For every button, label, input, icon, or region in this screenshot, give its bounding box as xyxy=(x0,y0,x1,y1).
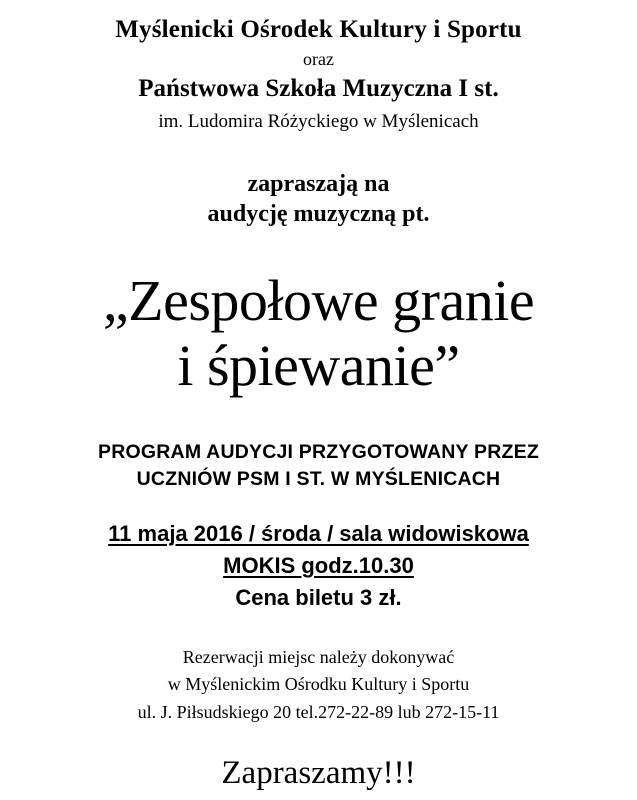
program-description xyxy=(98,439,539,492)
event-title xyxy=(103,269,534,399)
program-line-1: PROGRAM AUDYCJI PRZYGOTOWANY PRZEZ xyxy=(98,441,539,464)
event-date-venue: 11 maja 2016 / środa / sala widowiskowa xyxy=(108,520,529,546)
organizer-patron: im. Ludomira Różyckiego w Myślenicach xyxy=(158,110,479,132)
organizer-main: Myślenicki Ośrodek Kultury i Sportu xyxy=(115,16,522,43)
closing-invitation: Zapraszamy!!! xyxy=(221,755,416,792)
reservation-line-2: w Myślenickim Ośrodku Kultury i Sportu xyxy=(167,674,470,695)
event-details xyxy=(108,518,529,614)
program-line-2: UCZNIÓW PSM I ST. W MYŚLENICACH xyxy=(136,467,501,490)
organizer-second: Państwowa Szkoła Muzyczna I st. xyxy=(138,74,499,102)
invitation-line-1: zapraszają na xyxy=(247,171,390,198)
organizer-conjunction: oraz xyxy=(303,49,334,69)
event-place-time: MOKIS godz.10.30 xyxy=(223,552,414,578)
invitation-text xyxy=(208,169,430,229)
reservation-line-3: ul. J. Piłsudskiego 20 tel.272-22-89 lub 272-15-11 xyxy=(137,702,500,723)
reservation-info xyxy=(138,644,500,728)
event-title-line-1: „Zespołowe granie xyxy=(102,268,535,334)
reservation-line-1: Rezerwacji miejsc należy dokonywać xyxy=(182,646,455,667)
event-title-line-2: i śpiewanie” xyxy=(177,333,460,399)
ticket-price: Cena biletu 3 zł. xyxy=(235,584,402,610)
invitation-line-2: audycję muzyczną pt. xyxy=(207,201,430,228)
